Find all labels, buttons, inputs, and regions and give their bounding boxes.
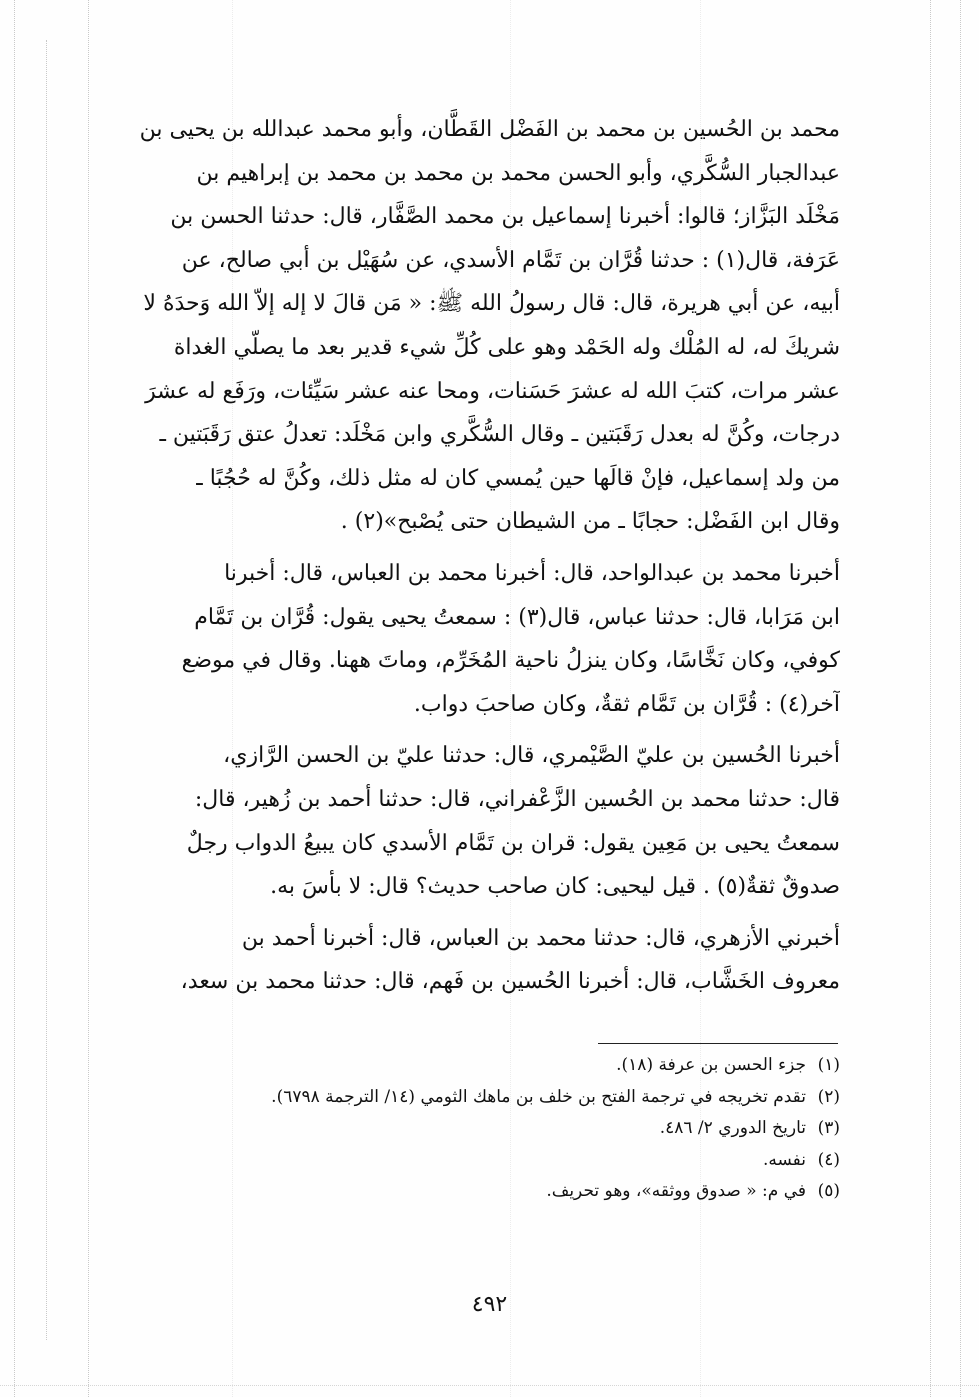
paragraph [132, 552, 840, 726]
text-line: قال: حدثنا محمد بن الحُسين الزَّعْفراني، قال: حدثنا أحمد بن زُهير، قال: [194, 786, 840, 812]
footnote [140, 1176, 840, 1208]
text-line: أخبرنا محمد بن عبدالواحد، قال: أخبرنا محمد بن العباس، قال: أخبرنا [224, 560, 840, 586]
footnote-text: نفسه. [762, 1149, 806, 1170]
scan-artifact-line [46, 40, 47, 1340]
text-line: شريكَ له، له المُلْك وله الحَمْد وهو على كُلِّ شيء قدير بعد ما يصلّي الغداة [173, 334, 840, 360]
scan-artifact-line [0, 1385, 979, 1386]
text-line: أبيه، عن أبي هريرة، قال: قال رسولُ الله ﷺ: « مَن قالَ لا إله إلاّ الله وَحدَهُ لا [143, 291, 840, 317]
footnote-number: (٤) [817, 1149, 840, 1170]
paragraph [132, 734, 840, 908]
text-line: من ولد إسماعيل، فإنْ قالَها حين يُمسي كان له مثل ذلك، وكُنَّ له حُجُبًا ـ [196, 465, 840, 491]
paragraph [132, 917, 840, 1004]
text-line: عشر مرات، كتبَ الله له عشرَ حَسَنات، ومحا عنه عشر سَيِّئات، ورَفَع له عشرَ [145, 378, 840, 404]
text-line: عبدالجبار السُّكَّري، وأبو الحسن محمد بن محمد بن محمد بن إبراهيم بن [196, 160, 840, 186]
footnote-number: (٥) [817, 1181, 840, 1201]
text-line: وقال ابن الفَضْل: حجابًا ـ من الشيطان حتى يُصْبح»(٢) . [340, 509, 840, 535]
text-line: أخبرنا الحُسين بن عليّ الصَّيْمري، قال: حدثنا عليّ بن الحسن الرَّازي، [223, 743, 840, 769]
footnote-number: (١) [817, 1055, 840, 1075]
footnote [140, 1113, 840, 1145]
text-line: محمد بن الحُسين بن محمد بن الفَضْل القَطَّان، وأبو محمد عبدالله بن يحيى بن [139, 117, 840, 142]
footnote-text: تقدم تخريجه في ترجمة الفتح بن خلف بن ماهك الثومي (١٤/ الترجمة ٦٧٩٨). [271, 1086, 806, 1107]
footnotes [140, 1050, 840, 1208]
text-line: آخر(٤) : قُرَّان بن تَمَّام ثقةٌ، وكان صاحبَ دواب. [413, 691, 840, 717]
text-line: سمعتُ يحيى بن مَعِين يقول: قران بن تَمَّام الأسدي كان يبيعُ الدواب رجلٌ [186, 830, 840, 856]
scan-artifact-line [960, 0, 961, 1397]
text-line: ابن مَرَابا، قال: حدثنا عباس، قال(٣) : سمعتُ يحيى يقول: قُرَّان بن تَمَّام [194, 604, 840, 630]
footnote-text: تاريخ الدوري ٢/ ٤٨٦. [659, 1118, 806, 1138]
text-line: معروف الخَشَّاب، قال: أخبرنا الحُسين بن فَهم، قال: حدثنا محمد بن سعد، [180, 969, 840, 995]
paragraph [132, 108, 840, 544]
text-line: كوفي، وكان نَخَّاسًا، وكان ينزلُ ناحية المُخَرِّم، وماتَ ههنا. وقال في موضع [181, 648, 840, 674]
footnote-text: في م: « صدوق ووثقه»، وهو تحريف. [546, 1181, 806, 1201]
text-line: مَخْلَد البَزَّاز؛ قالوا: أخبرنا إسماعيل بن محمد الصَّفَّار، قال: حدثنا الحسن بن [170, 204, 840, 230]
scan-artifact-line [930, 0, 931, 1397]
text-line: درجات، وكُنَّ له بعدل رَقَبَتين ـ وقال السُّكَّري وابن مَخْلَد: تعدلُ عتق رَقَبَتين ـ [159, 422, 840, 448]
text-line: عَرَفة، قال(١) : حدثنا قُرَّان بن تَمَّام الأسدي، عن سُهَيْل بن أبي صالح، عن [181, 247, 840, 273]
footnote-number: (٢) [817, 1086, 840, 1107]
text-line: أخبرني الأزهري، قال: حدثنا محمد بن العباس، قال: أخبرنا أحمد بن [241, 925, 840, 951]
scan-artifact-line [14, 0, 15, 1397]
scan-artifact-line [88, 0, 89, 1397]
main-text [132, 108, 840, 1004]
text-line: صدوقٌ ثقةٌ(٥) . قيل ليحيى: كان صاحب حديث؟ قال: لا بأسَ به. [270, 874, 840, 900]
page-number: ٤٩٢ [471, 1292, 508, 1317]
footnote [140, 1145, 840, 1177]
footnote [140, 1082, 840, 1114]
footnote-text: جزء الحسن بن عرفة (١٨). [616, 1055, 806, 1075]
footnote-divider [598, 1043, 838, 1044]
footnote [140, 1050, 840, 1082]
footnote-number: (٣) [817, 1118, 840, 1138]
